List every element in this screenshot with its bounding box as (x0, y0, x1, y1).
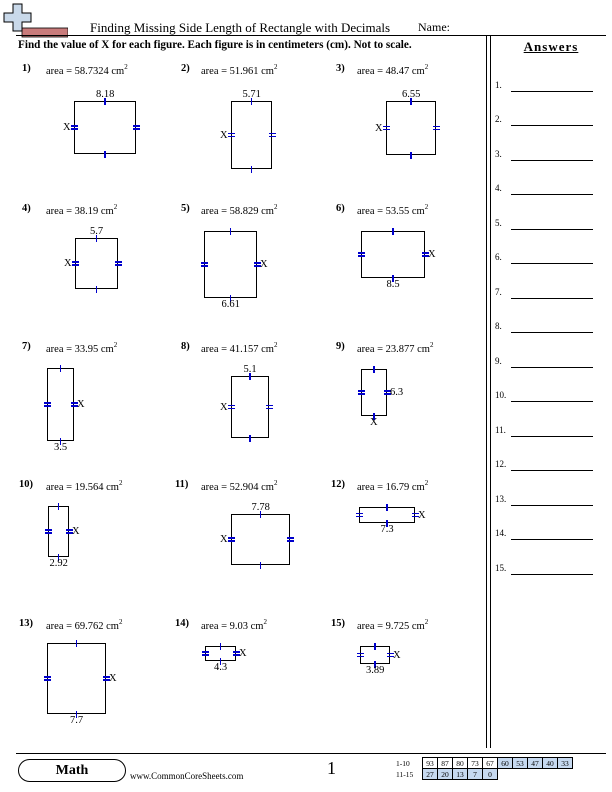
answer-row (495, 183, 595, 197)
side-length-label: 8.5 (386, 279, 400, 290)
score-cell: 47 (528, 758, 543, 769)
unknown-side-label: X (393, 649, 401, 661)
problem-area (357, 63, 429, 77)
area-text: area = 16.79 cm (357, 482, 425, 493)
answer-line[interactable] (511, 229, 593, 230)
tick-bar (202, 654, 209, 656)
unknown-side-label: X (220, 534, 228, 545)
side-length-label: 4.3 (214, 662, 228, 673)
unit-exponent: 2 (273, 479, 278, 487)
answer-number: 15. (495, 563, 507, 573)
answer-number: 4. (495, 183, 502, 193)
side-length-label: 7.78 (251, 502, 270, 513)
score-cell: 7 (468, 769, 483, 780)
rectangle-figure (231, 101, 272, 169)
answer-row (495, 218, 595, 232)
answer-line[interactable] (511, 436, 593, 437)
unknown-side-label: X (220, 129, 228, 141)
score-cell: 73 (468, 758, 483, 769)
unknown-side-label: X (260, 259, 268, 270)
problem-number: 14) (175, 618, 189, 629)
answer-row (495, 459, 595, 473)
tick-bar (260, 562, 262, 569)
problem-number: 11) (175, 479, 189, 490)
score-cell: 13 (453, 769, 468, 780)
tick-bar (249, 435, 251, 442)
answer-number: 2. (495, 114, 502, 124)
tick-bar (358, 252, 365, 254)
subject-badge: Math (18, 759, 126, 782)
page-title: Finding Missing Side Length of Rectangle with Decimals (90, 20, 391, 35)
rectangle-figure (204, 231, 257, 298)
problem-number: 5) (181, 203, 190, 214)
unit-exponent: 2 (273, 203, 278, 211)
unit-exponent: 2 (429, 341, 434, 349)
side-length-label: 5.1 (243, 364, 257, 375)
answer-number: 9. (495, 356, 502, 366)
answer-row (495, 494, 595, 508)
area-text: area = 52.904 cm (201, 482, 274, 493)
tick-bar (202, 651, 209, 653)
unit-exponent: 2 (113, 203, 118, 211)
side-length-label: 5.7 (90, 226, 104, 237)
problem-number: 10) (19, 479, 33, 490)
area-text: area = 23.877 cm (357, 344, 430, 355)
header-divider (16, 35, 606, 36)
tick-bar (356, 513, 363, 515)
tick-bar (287, 537, 294, 539)
score-cell: 0 (483, 769, 498, 780)
rectangle-figure (386, 101, 436, 155)
tick-bar (228, 133, 235, 135)
tick-bar (357, 656, 364, 658)
unit-exponent: 2 (273, 63, 278, 71)
area-text: area = 9.725 cm (357, 621, 425, 632)
score-cell: 87 (438, 758, 453, 769)
tick-bar (45, 532, 52, 534)
answer-line[interactable] (511, 401, 593, 402)
tick-bar (358, 393, 365, 395)
unknown-side-label: X (370, 417, 378, 428)
answer-line[interactable] (511, 505, 593, 506)
area-text: area = 33.95 cm (46, 344, 114, 355)
tick-bar (44, 405, 51, 407)
problem-number: 12) (331, 479, 345, 490)
problem-number: 13) (19, 618, 33, 629)
tick-bar (356, 516, 363, 518)
tick-bar (358, 390, 365, 392)
area-text: area = 38.19 cm (46, 206, 114, 217)
rectangle-figure (361, 231, 425, 278)
unknown-side-label: X (63, 122, 71, 133)
unit-exponent: 2 (263, 618, 267, 626)
problem-number: 2) (181, 63, 190, 74)
tick-bar (230, 228, 232, 235)
side-length-label: 8.18 (96, 89, 115, 100)
tick-bar (45, 529, 52, 531)
unknown-side-label: X (77, 399, 85, 410)
problem-area (46, 203, 118, 217)
unit-exponent: 2 (118, 618, 123, 626)
answer-row (495, 563, 595, 577)
area-text: area = 19.564 cm (46, 482, 119, 493)
answer-row (495, 149, 595, 163)
unknown-side-label: X (428, 249, 436, 260)
problem-area (46, 479, 123, 493)
answer-row (495, 390, 595, 404)
unit-exponent: 2 (118, 479, 123, 487)
tick-bar (251, 166, 253, 173)
tick-bar (104, 151, 106, 158)
tick-bar (44, 676, 51, 678)
tick-bar (133, 125, 140, 127)
unknown-side-label: X (239, 648, 247, 659)
tick-bar (287, 540, 294, 542)
tick-bar (44, 679, 51, 681)
name-label: Name: (418, 20, 450, 34)
answer-line[interactable] (511, 125, 593, 126)
tick-bar (386, 504, 388, 511)
score-row-label: 11-15 (396, 769, 414, 779)
unknown-side-label: X (64, 258, 72, 269)
tick-bar (433, 126, 440, 128)
side-length-label: 7.3 (380, 524, 394, 535)
tick-bar (71, 125, 78, 127)
answer-line[interactable] (511, 470, 593, 471)
tick-bar (357, 653, 364, 655)
problem-number: 3) (336, 63, 345, 74)
rectangle-figure (47, 643, 106, 714)
answer-line[interactable] (511, 539, 593, 540)
side-length-label: 5.71 (242, 89, 261, 100)
problem-area (201, 203, 278, 217)
side-length-label: 6.3 (390, 387, 404, 398)
score-row (396, 758, 573, 769)
problem-area (201, 63, 278, 77)
problem-number: 7) (22, 341, 31, 352)
area-text: area = 51.961 cm (201, 66, 274, 77)
unit-exponent: 2 (273, 341, 278, 349)
side-length-label: 3.89 (366, 665, 385, 676)
answer-line[interactable] (511, 367, 593, 368)
score-cell: 33 (558, 758, 573, 769)
answer-line[interactable] (511, 91, 593, 92)
unknown-side-label: X (418, 509, 426, 521)
problem-number: 9) (336, 341, 345, 352)
rectangle-figure (231, 376, 269, 438)
answer-number: 12. (495, 459, 507, 469)
problem-number: 6) (336, 203, 345, 214)
area-text: area = 48.47 cm (357, 66, 425, 77)
answer-row (495, 425, 595, 439)
tick-bar (220, 643, 222, 650)
area-text: area = 69.762 cm (46, 621, 119, 632)
answer-row (495, 252, 595, 266)
answer-number: 3. (495, 149, 502, 159)
tick-bar (228, 408, 235, 410)
side-length-label: 6.55 (402, 89, 421, 100)
score-cell: 93 (423, 758, 438, 769)
answer-line[interactable] (511, 263, 593, 264)
score-cell: 27 (423, 769, 438, 780)
answer-row (495, 356, 595, 370)
problem-area (46, 618, 123, 632)
answer-row (495, 528, 595, 542)
tick-bar (358, 255, 365, 257)
area-text: area = 9.03 cm (201, 621, 264, 632)
rectangle-figure (75, 238, 118, 289)
answer-row (495, 114, 595, 128)
problem-area (201, 618, 267, 632)
problem-number: 15) (331, 618, 345, 629)
unknown-side-label: X (375, 122, 383, 134)
answer-line[interactable] (511, 194, 593, 195)
side-length-label: 6.61 (221, 299, 240, 310)
area-text: area = 58.829 cm (201, 206, 274, 217)
unknown-side-label: X (72, 526, 80, 537)
unknown-side-label: X (109, 673, 117, 684)
problem-area (201, 479, 278, 493)
tick-bar (133, 128, 140, 130)
answer-number: 6. (495, 252, 502, 262)
page-number: 1 (327, 758, 336, 778)
problem-number: 4) (22, 203, 31, 214)
tick-bar (96, 286, 98, 293)
score-row-label: 1-10 (396, 758, 410, 768)
instructions: Find the value of X for each figure. Each figure is in centimeters (cm). Not to scale. (18, 39, 412, 51)
column-divider (490, 36, 491, 748)
tick-bar (383, 126, 390, 128)
tick-bar (228, 540, 235, 542)
answer-number: 10. (495, 390, 507, 400)
unit-exponent: 2 (424, 618, 429, 626)
problem-area (201, 341, 278, 355)
rectangle-figure (231, 514, 290, 565)
problem-area (46, 341, 118, 355)
tick-bar (201, 262, 208, 264)
column-divider (486, 36, 487, 748)
tick-bar (58, 503, 60, 510)
tick-bar (410, 152, 412, 159)
rectangle-figure (74, 101, 136, 154)
score-cell: 60 (498, 758, 513, 769)
unit-exponent: 2 (124, 63, 128, 71)
tick-bar (76, 640, 78, 647)
score-cell: 53 (513, 758, 528, 769)
tick-bar (228, 537, 235, 539)
side-length-label: 7.7 (70, 715, 84, 726)
score-table (396, 757, 573, 780)
problem-area (46, 63, 128, 77)
tick-bar (115, 264, 122, 266)
unit-exponent: 2 (113, 341, 118, 349)
tick-bar (60, 365, 62, 372)
tick-bar (266, 408, 273, 410)
answer-number: 7. (495, 287, 502, 297)
tick-bar (71, 128, 78, 130)
unit-exponent: 2 (424, 479, 429, 487)
answer-row (495, 321, 595, 335)
answer-number: 1. (495, 80, 502, 90)
answer-line[interactable] (511, 332, 593, 333)
unit-exponent: 2 (424, 203, 429, 211)
problem-number: 8) (181, 341, 190, 352)
answer-number: 11. (495, 425, 506, 435)
side-length-label: 2.92 (49, 558, 68, 569)
answer-number: 5. (495, 218, 502, 228)
area-text: area = 41.157 cm (201, 344, 274, 355)
tick-bar (44, 402, 51, 404)
tick-bar (392, 228, 394, 235)
tick-bar (72, 261, 79, 263)
tick-bar (72, 264, 79, 266)
area-text: area = 53.55 cm (357, 206, 425, 217)
problem-number: 1) (22, 63, 31, 74)
website-link[interactable]: www.CommonCoreSheets.com (130, 771, 244, 781)
tick-bar (373, 366, 375, 373)
answer-row (495, 287, 595, 301)
logo (2, 2, 68, 38)
side-length-label: 3.5 (54, 442, 68, 453)
answers-title: Answers (523, 39, 579, 54)
score-cell: 67 (483, 758, 498, 769)
tick-bar (433, 129, 440, 131)
unknown-side-label: X (220, 401, 228, 413)
answer-line[interactable] (511, 574, 593, 575)
answer-line[interactable] (511, 298, 593, 299)
tick-bar (383, 129, 390, 131)
area-text: area = 58.7324 cm (46, 66, 125, 77)
footer-divider (16, 753, 606, 754)
answer-number: 13. (495, 494, 507, 504)
tick-bar (228, 405, 235, 407)
problem-area (357, 341, 434, 355)
tick-bar (115, 261, 122, 263)
tick-bar (228, 136, 235, 138)
problem-area (357, 479, 429, 493)
answer-row (495, 80, 595, 94)
unit-exponent: 2 (424, 63, 429, 71)
score-cell: 80 (453, 758, 468, 769)
problem-area (357, 203, 429, 217)
answer-line[interactable] (511, 160, 593, 161)
score-cell: 40 (543, 758, 558, 769)
tick-bar (269, 136, 276, 138)
tick-bar (374, 643, 376, 650)
answer-number: 8. (495, 321, 502, 331)
tick-bar (201, 265, 208, 267)
tick-bar (266, 405, 273, 407)
problem-area (357, 618, 429, 632)
answer-number: 14. (495, 528, 507, 538)
tick-bar (269, 133, 276, 135)
score-cell: 20 (438, 769, 453, 780)
score-row (396, 769, 573, 780)
